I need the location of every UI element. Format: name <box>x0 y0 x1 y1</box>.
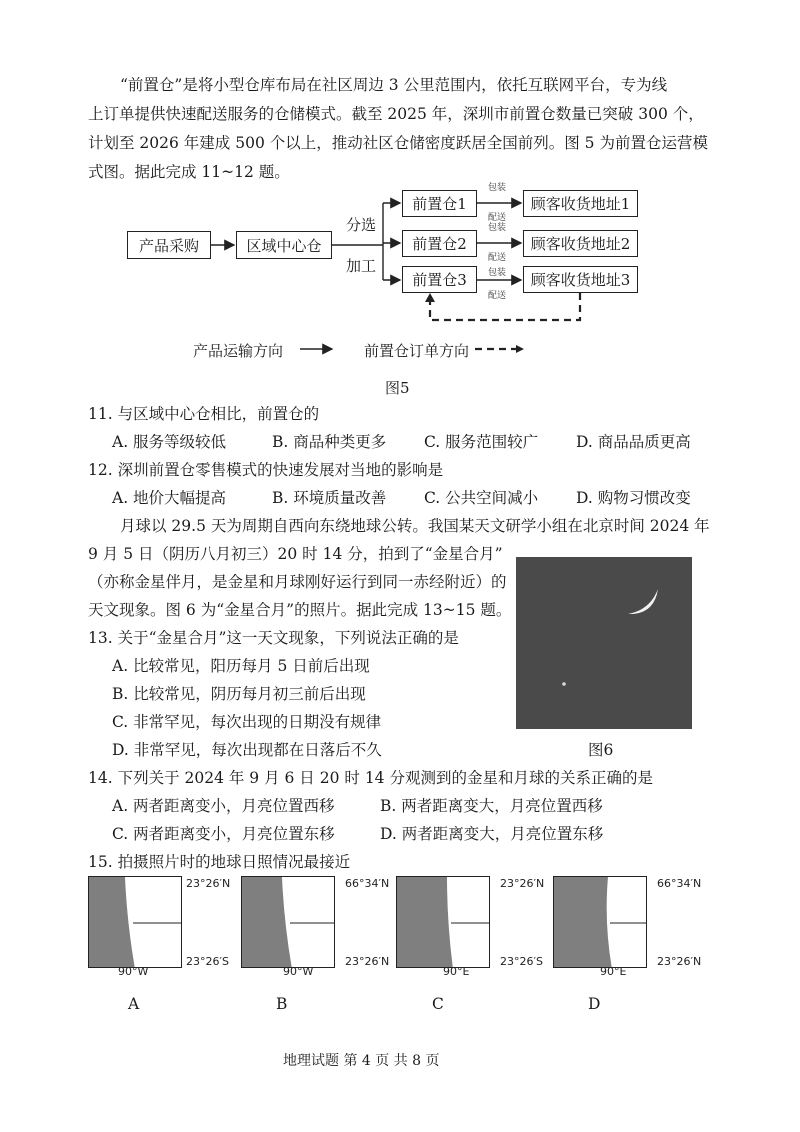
intro2-line2: 9 月 5 日（阴历八月初三）20 时 14 分，拍到了“金星合月” <box>88 545 503 563</box>
q11-option-a: A. 服务等级较低 <box>112 433 227 451</box>
box-center: 区域中心仓 <box>236 231 332 259</box>
map-b-bottom-lat: 23°26′N <box>345 955 390 968</box>
box-warehouse-2: 前置仓2 <box>402 230 477 257</box>
box-address-3: 顾客收货地址3 <box>523 266 638 293</box>
q13-stem: 13. 关于“金星合月”这一天文现象，下列说法正确的是 <box>88 629 459 647</box>
sunlight-map-d <box>553 876 647 968</box>
sunlight-map-c <box>396 876 490 968</box>
label-deliver-3: 配送 <box>488 291 507 301</box>
q11-option-d: D. 商品品质更高 <box>576 433 691 451</box>
q12-option-a: A. 地价大幅提高 <box>112 489 227 507</box>
map-a-top-lat: 23°26′N <box>186 877 231 890</box>
sunlight-map-a <box>88 876 182 968</box>
label-sort: 分选 <box>346 216 377 234</box>
order-flow-arrowhead <box>425 293 435 302</box>
legend-transport: 产品运输方向 <box>193 342 284 360</box>
q11-option-b: B. 商品种类更多 <box>272 433 387 451</box>
map-d-top-lat: 66°34′N <box>657 877 702 890</box>
venus-dot-icon <box>562 682 566 686</box>
intro1-line4: 式图。据此完成 11~12 题。 <box>88 163 290 181</box>
figure-5-caption: 图5 <box>385 379 410 397</box>
q15-stem: 15. 拍摄照片时的地球日照情况最接近 <box>88 853 351 871</box>
box-purchase: 产品采购 <box>127 231 211 259</box>
q12-stem: 12. 深圳前置仓零售模式的快速发展对当地的影响是 <box>88 461 444 479</box>
map-d-letter: D <box>588 995 601 1013</box>
q14-option-a: A. 两者距离变小，月亮位置西移 <box>112 797 335 815</box>
order-flow-dashed <box>430 293 580 320</box>
box-address-2: 顾客收货地址2 <box>523 230 638 257</box>
q12-option-b: B. 环境质量改善 <box>272 489 387 507</box>
map-b-lon: 90°W <box>283 965 314 978</box>
q13-option-d: D. 非常罕见，每次出现都在日落后不久 <box>112 741 382 759</box>
map-a-bottom-lat: 23°26′S <box>186 955 229 968</box>
map-b-top-lat: 66°34′N <box>345 877 390 890</box>
figure-6-photo <box>516 557 692 729</box>
intro1-line1: “前置仓”是将小型仓库布局在社区周边 3 公里范围内，依托互联网平台，专为线 <box>120 76 668 94</box>
label-deliver-2: 配送 <box>488 253 507 263</box>
box-warehouse-1: 前置仓1 <box>402 190 477 217</box>
box-address-1: 顾客收货地址1 <box>523 190 638 217</box>
figure-6-caption: 图6 <box>588 741 614 759</box>
q12-option-d: D. 购物习惯改变 <box>576 489 691 507</box>
page-footer: 地理试题 第 4 页 共 8 页 <box>283 1053 440 1069</box>
intro2-line4: 天文现象。图 6 为“金星合月”的照片。据此完成 13~15 题。 <box>88 601 512 619</box>
q11-option-c: C. 服务范围较广 <box>424 433 539 451</box>
q14-option-d: D. 两者距离变大，月亮位置东移 <box>380 825 604 843</box>
map-d-lon: 90°E <box>600 965 627 978</box>
diagram-arrows <box>0 0 800 380</box>
intro2-line1: 月球以 29.5 天为周期自西向东绕地球公转。我国某天文研学小组在北京时间 2024 年 <box>120 517 710 535</box>
q12-option-c: C. 公共空间减小 <box>424 489 539 507</box>
label-deliver-1: 配送 <box>488 213 507 223</box>
sunlight-map-b <box>241 876 335 968</box>
legend-order: 前置仓订单方向 <box>364 342 470 360</box>
map-b-letter: B <box>276 995 288 1013</box>
crescent-moon-icon <box>628 589 658 614</box>
label-process: 加工 <box>346 257 377 275</box>
map-a-lon: 90°W <box>118 965 149 978</box>
q13-option-a: A. 比较常见，阳历每月 5 日前后出现 <box>112 657 370 675</box>
q11-stem: 11. 与区域中心仓相比，前置仓的 <box>88 405 320 423</box>
map-a-letter: A <box>128 995 140 1013</box>
map-c-top-lat: 23°26′N <box>500 877 545 890</box>
intro1-line3: 计划至 2026 年建成 500 个以上，推动社区仓储密度跃居全国前列。图 5 为前置仓运营模 <box>88 134 708 152</box>
intro2-line3: （亦称金星伴月，是金星和月球刚好运行到同一赤经附近）的 <box>88 573 507 591</box>
legend-dashed-arrowhead <box>516 345 524 353</box>
label-pack-2: 包装 <box>488 223 507 233</box>
map-c-letter: C <box>432 995 444 1013</box>
box-warehouse-3: 前置仓3 <box>402 266 477 293</box>
q13-option-b: B. 比较常见，阴历每月初三前后出现 <box>112 685 366 703</box>
map-c-lon: 90°E <box>443 965 470 978</box>
q13-option-c: C. 非常罕见，每次出现的日期没有规律 <box>112 713 382 731</box>
label-pack-3: 包装 <box>488 268 507 278</box>
label-pack-1: 包装 <box>488 183 507 193</box>
map-d-bottom-lat: 23°26′N <box>657 955 702 968</box>
q14-option-c: C. 两者距离变小，月亮位置东移 <box>112 825 335 843</box>
map-c-bottom-lat: 23°26′S <box>500 955 543 968</box>
intro1-line2: 上订单提供快速配送服务的仓储模式。截至 2025 年，深圳市前置仓数量已突破 300 个， <box>88 105 704 123</box>
q14-stem: 14. 下列关于 2024 年 9 月 6 日 20 时 14 分观测到的金星和月球的关系正确的是 <box>88 769 653 787</box>
q14-option-b: B. 两者距离变大，月亮位置西移 <box>380 797 603 815</box>
